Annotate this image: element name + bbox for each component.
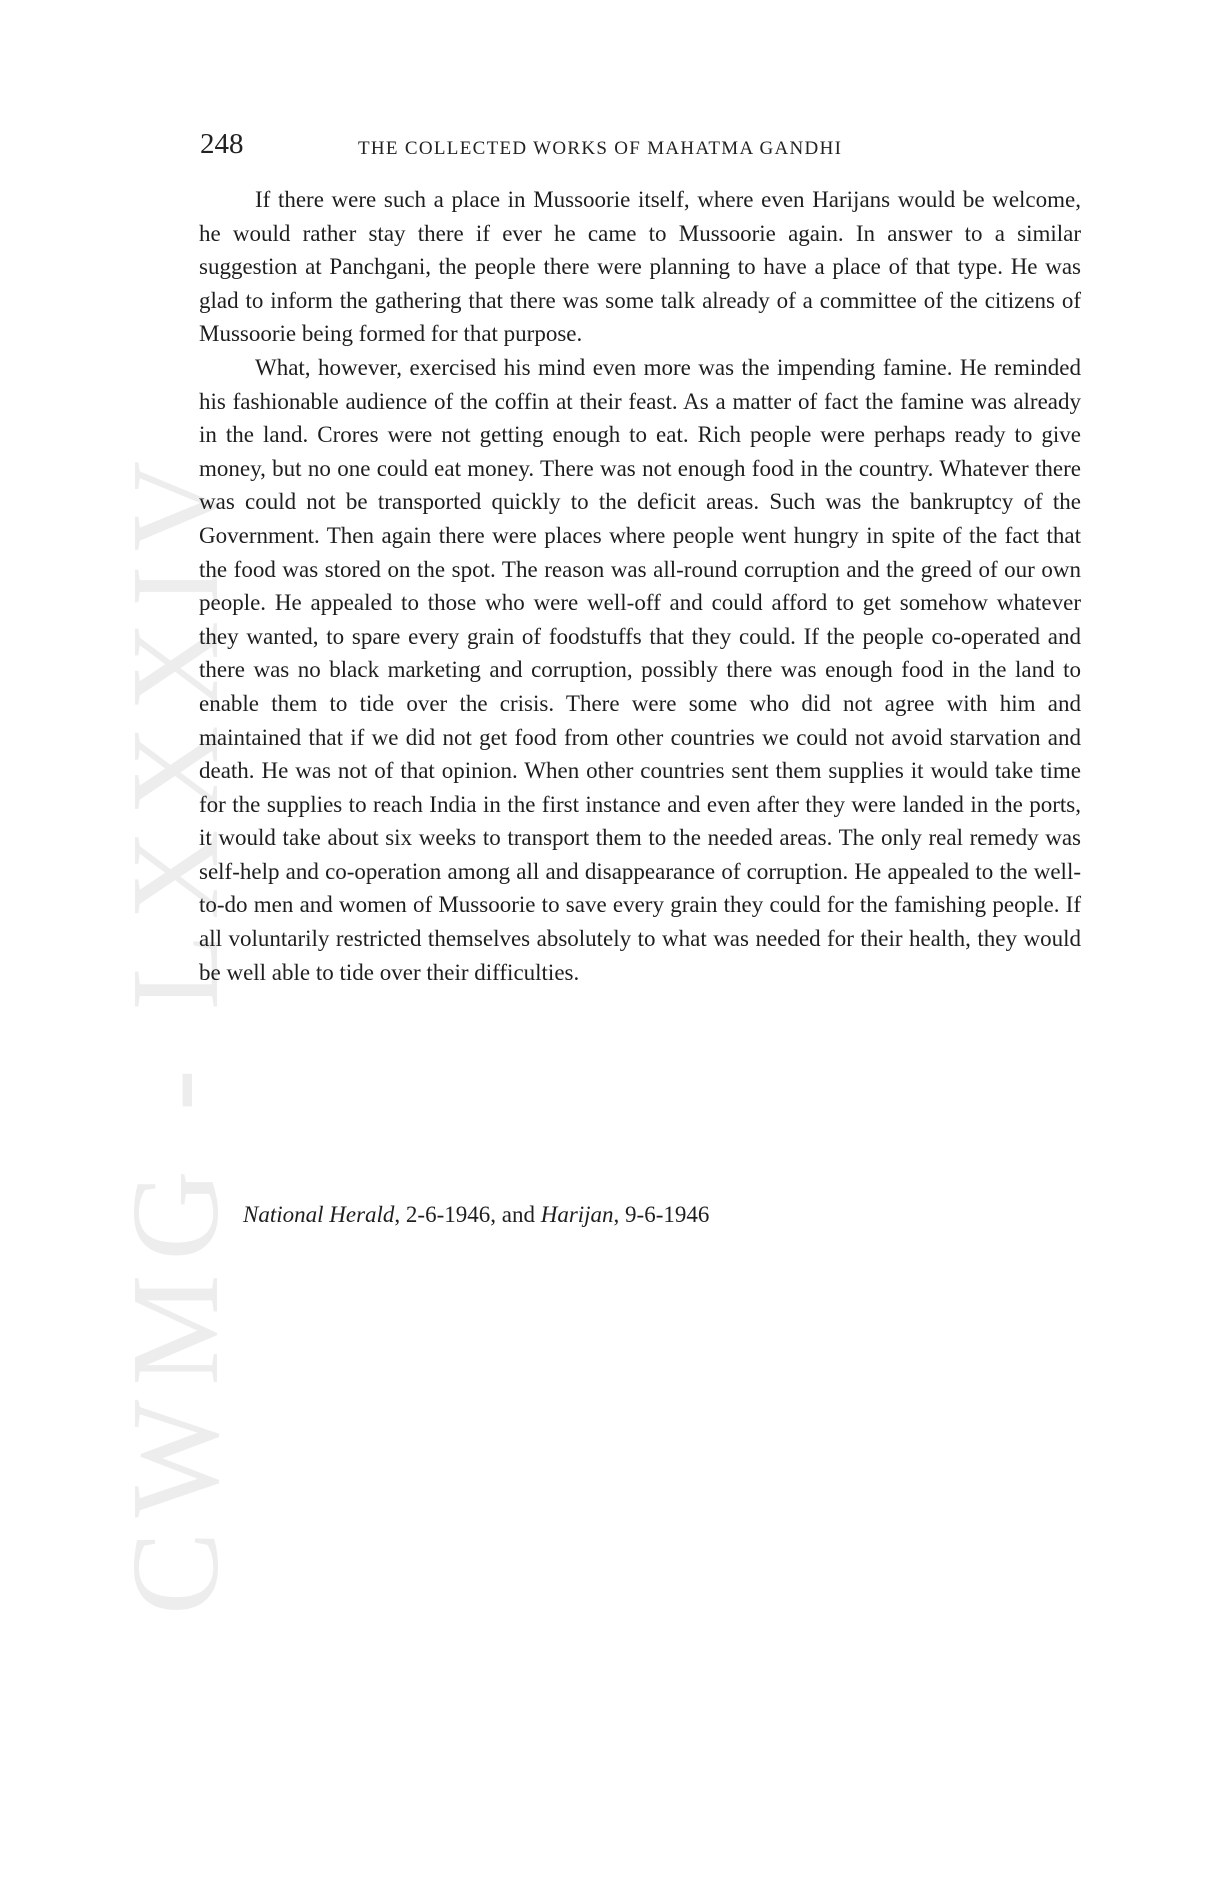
running-head: THE COLLECTED WORKS OF MAHATMA GANDHI [358, 138, 843, 159]
source-date-1: , 2-6-1946, and [394, 1202, 541, 1227]
page-number: 248 [200, 128, 244, 160]
paragraph: If there were such a place in Mussoorie itself, where even Harijans would be welcome, he would rather stay there if ever he came to Mussoorie again. In answer to a similar suggestion at Panchgani, the people there were planning to have a place of that type. He was glad to inform the gathering that there was some talk already of a committee of the citizens of Mussoorie being formed for that purpose. [199, 187, 1081, 347]
page-header [200, 128, 1082, 168]
source-paper-harijan: Harijan [540, 1202, 614, 1227]
source-date-2: , 9-6-1946 [613, 1202, 710, 1227]
paragraph: What, however, exercised his mind even more was the impending famine. He reminded his fashionable audience of the coffin at their feast. As a matter of fact the famine was already in the land. Crores were not getting enough to eat. Rich people were perhaps ready to give money, but no one could eat money. There was not enough food in the country. Whatever there was could not be transported quickly to the deficit areas. Such was the bankruptcy of the Government. Then again there were places where people went hungry in spite of the fact that the food was stored on the spot. The reason was all-round corruption and the greed of our own people. He appealed to those who were well-off and could afford to get somehow whatever they wanted, to spare every grain of foodstuffs that they could. If the people co-operated and there was no black marketing and corruption, possibly there was enough food in the land to enable them to tide over the crisis. There were some who did not agree with him and maintained that if we did not get food from other countries we could not avoid starvation and death. He was not of that opinion. When other countries sent them supplies it would take time for the supplies to reach India in the first instance and even after they were landed in the ports, it would take about six weeks to transport them to the needed areas. The only real remedy was self-help and co-operation among all and disappearance of corruption. He appealed to the well-to-do men and women of Mussoorie to save every grain they could for the famishing people. If all voluntarily restricted themselves absolutely to what was needed for their health, they would be well able to tide over their difficulties. [199, 354, 1081, 985]
body-text [199, 183, 1081, 989]
source-citation [243, 1202, 709, 1228]
source-paper-national-herald: National Herald [243, 1202, 395, 1227]
watermark: CWMG - LXXXIV [107, 447, 245, 1615]
